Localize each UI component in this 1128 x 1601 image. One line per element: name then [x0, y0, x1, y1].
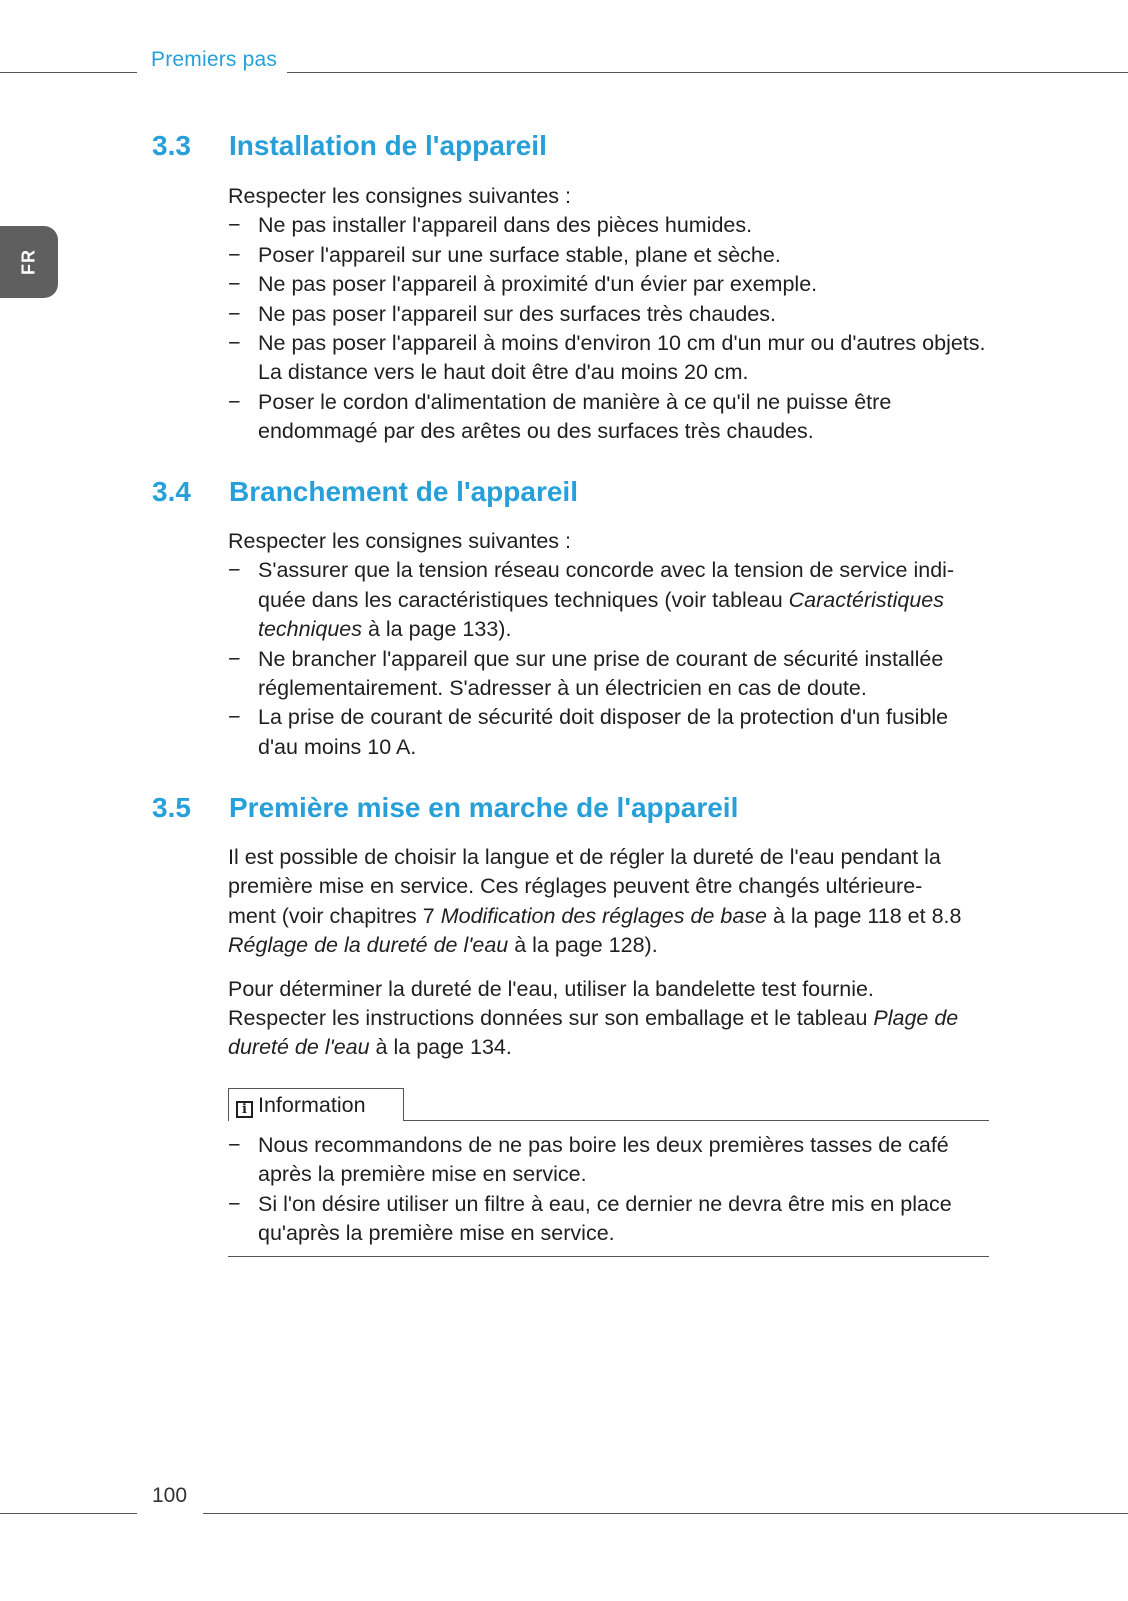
list-item: − Ne pas poser l'appareil à proximité d'un évier par exemple.	[228, 270, 988, 299]
information-list	[228, 1131, 988, 1249]
footer-rule-right	[203, 1513, 1128, 1514]
running-header: Premiers pas	[151, 48, 278, 71]
list-dash: −	[228, 705, 241, 730]
list-dash: −	[228, 272, 241, 297]
information-body	[228, 1131, 988, 1249]
list-item: − Ne pas poser l'appareil sur des surfaces très chaudes.	[228, 300, 988, 329]
list-dash: −	[228, 1191, 241, 1216]
header-rule-right	[287, 72, 1128, 73]
list-dash: −	[228, 558, 241, 583]
list-dash: −	[228, 646, 241, 671]
paragraph: Il est possible de choisir la langue et de régler la dureté de l'eau pendant la première mise en service. Ces réglages peuvent être changés ultérieure-ment (voir chapitres 7 Modification des réglages de base à la page 118 et 8.8 Réglage de la dureté de l'eau à la page 128).	[228, 845, 962, 958]
footer-rule-left	[0, 1513, 137, 1514]
page-number: 100	[152, 1484, 188, 1507]
list-item: − Poser l'appareil sur une surface stable, plane et sèche.	[228, 241, 988, 270]
list-item: − Ne brancher l'appareil que sur une prise de courant de sécurité installée réglementairement. S'adresser à un électricien en cas de doute.	[228, 646, 944, 701]
list-item: − Ne pas poser l'appareil à moins d'environ 10 cm d'un mur ou d'autres objets. La distance vers le haut doit être d'au moins 20 cm.	[228, 331, 986, 385]
list-item: − Si l'on désire utiliser un filtre à eau, ce dernier ne devra être mis en place qu'après la première mise en service.	[228, 1191, 952, 1246]
section-number: 3.4	[152, 476, 191, 507]
list-item: − Poser le cordon d'alimentation de manière à ce qu'il ne puisse être endommagé par des arêtes ou des surfaces très chaudes.	[228, 389, 892, 444]
section-intro: Respecter les consignes suivantes :	[228, 184, 571, 208]
list-dash: −	[228, 242, 241, 267]
list-dash: −	[228, 1133, 241, 1157]
section-intro: Respecter les consignes suivantes :	[228, 529, 571, 553]
list-item: − La prise de courant de sécurité doit disposer de la protection d'un fusible d'au moins 10 A.	[228, 705, 949, 759]
list-dash: −	[228, 331, 241, 356]
list-dash: −	[228, 301, 241, 326]
section-heading-3-4	[152, 476, 578, 508]
list-dash: −	[228, 389, 241, 414]
section-number: 3.5	[152, 792, 191, 823]
language-tab	[0, 226, 58, 298]
section-title: Branchement de l'appareil	[229, 476, 578, 507]
section-number: 3.3	[152, 130, 191, 161]
cross-reference: Plage de dureté de l'eau	[228, 1006, 959, 1060]
information-top-rule	[404, 1120, 989, 1121]
list-item: − Ne pas installer l'appareil dans des pièces humides.	[228, 211, 988, 240]
list-dash: −	[228, 213, 241, 238]
info-icon: i	[236, 1101, 253, 1118]
instruction-list	[228, 556, 988, 762]
cross-reference: Caractéristiques techniques	[258, 587, 944, 642]
section-heading-3-3	[152, 130, 547, 162]
section-body-3-5	[228, 843, 968, 1063]
list-item: − S'assurer que la tension réseau concorde avec la tension de service indi-quée dans les caractéristiques techniques (voir tableau Caractéristiques techniques à la page 133).	[228, 558, 955, 642]
information-bottom-rule	[228, 1256, 989, 1257]
section-title: Installation de l'appareil	[229, 130, 547, 161]
section-heading-3-5	[152, 792, 738, 824]
cross-reference: Modification des réglages de base	[440, 903, 767, 928]
instruction-list	[228, 211, 988, 446]
language-tab-label: FR	[18, 249, 39, 275]
section-body-3-4	[228, 527, 988, 762]
information-label-box	[228, 1088, 404, 1121]
list-item: − Nous recommandons de ne pas boire les deux premières tasses de café après la première mise en service.	[228, 1133, 949, 1187]
section-title: Première mise en marche de l'appareil	[229, 792, 739, 823]
information-label: Information	[258, 1093, 366, 1117]
paragraph: Pour déterminer la dureté de l'eau, utiliser la bandelette test fournie. Respecter les instructions données sur son emballage et le tableau Plage de dureté de l'eau à la page 134.	[228, 976, 959, 1060]
header-rule-left	[0, 72, 137, 73]
section-body-3-3	[228, 182, 988, 447]
cross-reference: Réglage de la dureté de l'eau	[228, 933, 509, 958]
